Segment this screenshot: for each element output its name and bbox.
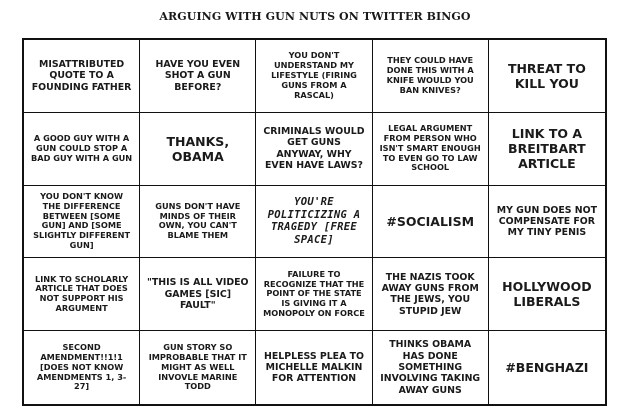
bingo-board (22, 38, 607, 406)
bingo-cell-text: THINKS OBAMA HAS DONE SOMETHING INVOLVING TAKING AWAY GUNS (380, 339, 481, 396)
bingo-cell-text: MY GUN DOES NOT COMPENSATE FOR MY TINY PENIS (496, 204, 597, 239)
bingo-cell-text: FAILURE TO RECOGNIZE THAT THE POINT OF THE STATE IS GIVING IT A MONOPOLY ON FORCE (263, 268, 365, 319)
bingo-cell-text: MISATTRIBUTED QUOTE TO A FOUNDING FATHER (31, 58, 132, 93)
bingo-cell (24, 40, 140, 113)
bingo-cell-text: #SOCIALISM (386, 213, 475, 229)
bingo-cell (24, 186, 140, 259)
bingo-cell (489, 186, 605, 259)
bingo-cell (489, 40, 605, 113)
bingo-cell-text: "THIS IS ALL VIDEO GAMES [SIC] FAULT" (147, 277, 249, 311)
bingo-cell-text: YOU DON'T UNDERSTAND MY LIFESTYLE (FIRING GUNS FROM A RASCAL) (271, 50, 357, 100)
bingo-cell (489, 331, 605, 404)
bingo-cell-text: LINK TO SCHOLARLY ARTICLE THAT DOES NOT SUPPORT HIS ARGUMENT (35, 273, 129, 314)
bingo-cell-free-space (256, 186, 372, 259)
bingo-cell (256, 40, 372, 113)
bingo-cell-text: HOLLYWOOD LIBERALS (502, 279, 592, 310)
bingo-cell (24, 113, 140, 186)
bingo-cell (373, 186, 489, 259)
bingo-cell (256, 258, 372, 331)
bingo-cell-text: GUN STORY SO IMPROBABLE THAT IT MIGHT AS WELL INVOVLE MARINE TODD (148, 341, 247, 392)
bingo-cell-text: HELPLESS PLEA TO MICHELLE MALKIN FOR ATTENTION (264, 350, 364, 385)
bingo-cell (140, 331, 256, 404)
bingo-cell (373, 258, 489, 331)
bingo-title: ARGUING WITH GUN NUTS ON TWITTER BINGO (159, 10, 471, 23)
bingo-cell-text: A GOOD GUY WITH A GUN COULD STOP A BAD GUY WITH A GUN (31, 132, 133, 163)
bingo-cell-text: LEGAL ARGUMENT FROM PERSON WHO ISN'T SMART ENOUGH TO EVEN GO TO LAW SCHOOL (379, 123, 481, 173)
bingo-cell (373, 40, 489, 113)
bingo-cell-text: THE NAZIS TOOK AWAY GUNS FROM THE JEWS, YOU STUPID JEW (381, 271, 479, 317)
bingo-cell-text: GUNS DON'T HAVE MINDS OF THEIR OWN, YOU CAN'T BLAME THEM (155, 200, 241, 241)
bingo-cell (373, 113, 489, 186)
bingo-cell (140, 113, 256, 186)
bingo-cell (140, 258, 256, 331)
bingo-cell-text: THEY COULD HAVE DONE THIS WITH A KNIFE WOULD YOU BAN KNIVES? (386, 55, 474, 95)
bingo-cell (489, 258, 605, 331)
bingo-cell (489, 113, 605, 186)
bingo-cell-text: SECOND AMENDMENT!!1!1 [DOES NOT KNOW AMENDMENTS 1, 3-27] (36, 341, 127, 392)
bingo-cell (24, 258, 140, 331)
bingo-cell (256, 113, 372, 186)
bingo-cell-text: YOU'RE POLITICIZING A TRAGEDY [FREE SPACE] (267, 196, 361, 247)
bingo-cell-text: YOU DON'T KNOW THE DIFFERENCE BETWEEN [SOME GUN] AND [SOME SLIGHTLY DIFFERENT GUN] (33, 190, 131, 251)
bingo-cell (256, 331, 372, 404)
bingo-cell-text: HAVE YOU EVEN SHOT A GUN BEFORE? (155, 58, 241, 93)
bingo-cell-text: THANKS, OBAMA (166, 133, 230, 164)
bingo-cell-text: #BENGHAZI (505, 360, 589, 376)
bingo-cell-text: THREAT TO KILL YOU (507, 60, 586, 91)
bingo-cell (140, 40, 256, 113)
bingo-cell (24, 331, 140, 404)
bingo-cell-text: LINK TO A BREITBART ARTICLE (508, 126, 586, 172)
bingo-cell (140, 186, 256, 259)
bingo-cell (373, 331, 489, 404)
bingo-cell-text: CRIMINALS WOULD GET GUNS ANYWAY, WHY EVEN HAVE LAWS? (263, 126, 365, 171)
